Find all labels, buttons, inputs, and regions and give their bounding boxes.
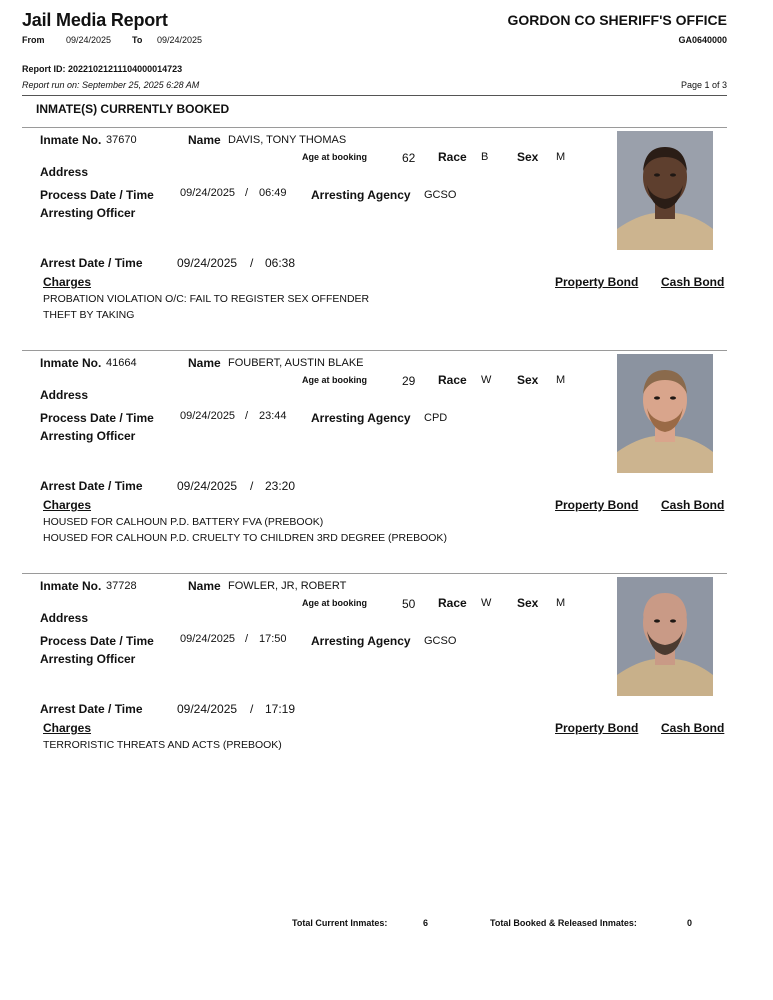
address-label: Address	[40, 611, 89, 625]
officer-label: Arresting Officer	[40, 206, 136, 220]
inmate-no-label: Inmate No.	[40, 133, 102, 147]
arrest-date: 09/24/2025	[177, 256, 238, 270]
arrest-slash: /	[250, 256, 254, 270]
charge-item: THEFT BY TAKING	[43, 309, 135, 321]
age-label: Age at booking	[302, 375, 367, 385]
property-bond-label: Property Bond	[555, 275, 639, 289]
age-label: Age at booking	[302, 152, 367, 162]
name-label: Name	[188, 356, 221, 370]
cash-bond-label: Cash Bond	[661, 721, 725, 735]
inmate-record	[0, 0, 773, 321]
arrest-date: 09/24/2025	[177, 479, 238, 493]
race-label: Race	[438, 373, 467, 387]
process-label: Process Date / Time	[40, 634, 154, 648]
process-slash: /	[245, 633, 249, 645]
process-label: Process Date / Time	[40, 411, 154, 425]
race-value: W	[481, 597, 492, 609]
address-label: Address	[40, 388, 89, 402]
arrest-slash: /	[250, 702, 254, 716]
agency-value: CPD	[424, 412, 448, 424]
sex-value: M	[556, 597, 566, 609]
agency-label: Arresting Agency	[311, 634, 411, 648]
process-date: 09/24/2025	[180, 633, 236, 645]
report-run-on: Report run on: September 25, 2025 6:28 AM	[22, 80, 200, 90]
sex-value: M	[556, 374, 566, 386]
cash-bond-label: Cash Bond	[661, 275, 725, 289]
property-bond-label: Property Bond	[555, 498, 639, 512]
arrest-date: 09/24/2025	[177, 702, 238, 716]
charges-label: Charges	[43, 721, 92, 735]
from-date: 09/24/2025	[66, 35, 112, 45]
process-time: 06:49	[259, 187, 287, 199]
inmate-name: FOUBERT, AUSTIN BLAKE	[228, 357, 364, 369]
age-value: 29	[402, 374, 416, 388]
age-value: 62	[402, 151, 416, 165]
charges-label: Charges	[43, 498, 92, 512]
arrest-time: 23:20	[265, 479, 296, 493]
agency-name: GORDON CO SHERIFF'S OFFICE	[507, 12, 727, 28]
agency-ori: GA0640000	[678, 35, 727, 45]
race-value: W	[481, 374, 492, 386]
report-id: Report ID: 20221021211104000014723	[22, 64, 183, 74]
agency-label: Arresting Agency	[311, 411, 411, 425]
total-current-value: 6	[423, 918, 429, 928]
race-label: Race	[438, 596, 467, 610]
inmate-record	[0, 223, 773, 544]
page-number: Page 1 of 3	[680, 80, 727, 90]
race-value: B	[481, 151, 489, 163]
inmate-no-label: Inmate No.	[40, 356, 102, 370]
officer-label: Arresting Officer	[40, 652, 136, 666]
arrest-label: Arrest Date / Time	[40, 256, 143, 270]
age-label: Age at booking	[302, 598, 367, 608]
agency-value: GCSO	[424, 189, 457, 201]
charge-item: PROBATION VIOLATION O/C: FAIL TO REGISTER SEX OFFENDER	[43, 293, 370, 305]
arrest-time: 17:19	[265, 702, 296, 716]
section-title: INMATE(S) CURRENTLY BOOKED	[36, 102, 230, 116]
inmate-record	[0, 446, 773, 751]
inmate-name: DAVIS, TONY THOMAS	[228, 134, 347, 146]
mugshot-image	[617, 577, 713, 696]
inmate-no-value: 41664	[106, 357, 137, 369]
charge-item: HOUSED FOR CALHOUN P.D. BATTERY FVA (PREBOOK)	[43, 516, 324, 528]
charges-label: Charges	[43, 275, 92, 289]
arrest-time: 06:38	[265, 256, 296, 270]
inmate-no-value: 37670	[106, 134, 137, 146]
sex-label: Sex	[517, 373, 539, 387]
arrest-slash: /	[250, 479, 254, 493]
process-date: 09/24/2025	[180, 410, 236, 422]
to-date: 09/24/2025	[157, 35, 203, 45]
total-current-label: Total Current Inmates:	[292, 918, 388, 928]
charge-item: TERRORISTIC THREATS AND ACTS (PREBOOK)	[43, 739, 282, 751]
name-label: Name	[188, 133, 221, 147]
agency-value: GCSO	[424, 635, 457, 647]
report-title: Jail Media Report	[22, 10, 168, 30]
sex-label: Sex	[517, 596, 539, 610]
property-bond-label: Property Bond	[555, 721, 639, 735]
officer-label: Arresting Officer	[40, 429, 136, 443]
process-date: 09/24/2025	[180, 187, 236, 199]
inmate-photo	[617, 577, 713, 696]
process-slash: /	[245, 410, 249, 422]
arrest-label: Arrest Date / Time	[40, 702, 143, 716]
arrest-label: Arrest Date / Time	[40, 479, 143, 493]
sex-value: M	[556, 151, 566, 163]
race-label: Race	[438, 150, 467, 164]
agency-label: Arresting Agency	[311, 188, 411, 202]
cash-bond-label: Cash Bond	[661, 498, 725, 512]
process-time: 17:50	[259, 633, 287, 645]
total-booked-value: 0	[687, 918, 693, 928]
inmate-no-label: Inmate No.	[40, 579, 102, 593]
inmate-name: FOWLER, JR, ROBERT	[228, 580, 347, 592]
charge-item: HOUSED FOR CALHOUN P.D. CRUELTY TO CHILDREN 3RD DEGREE (PREBOOK)	[43, 532, 447, 544]
from-label: From	[22, 35, 45, 45]
process-label: Process Date / Time	[40, 188, 154, 202]
inmate-no-value: 37728	[106, 580, 137, 592]
process-slash: /	[245, 187, 249, 199]
name-label: Name	[188, 579, 221, 593]
process-time: 23:44	[259, 410, 287, 422]
sex-label: Sex	[517, 150, 539, 164]
age-value: 50	[402, 597, 416, 611]
total-booked-label: Total Booked & Released Inmates:	[490, 918, 637, 928]
address-label: Address	[40, 165, 89, 179]
to-label: To	[132, 35, 143, 45]
